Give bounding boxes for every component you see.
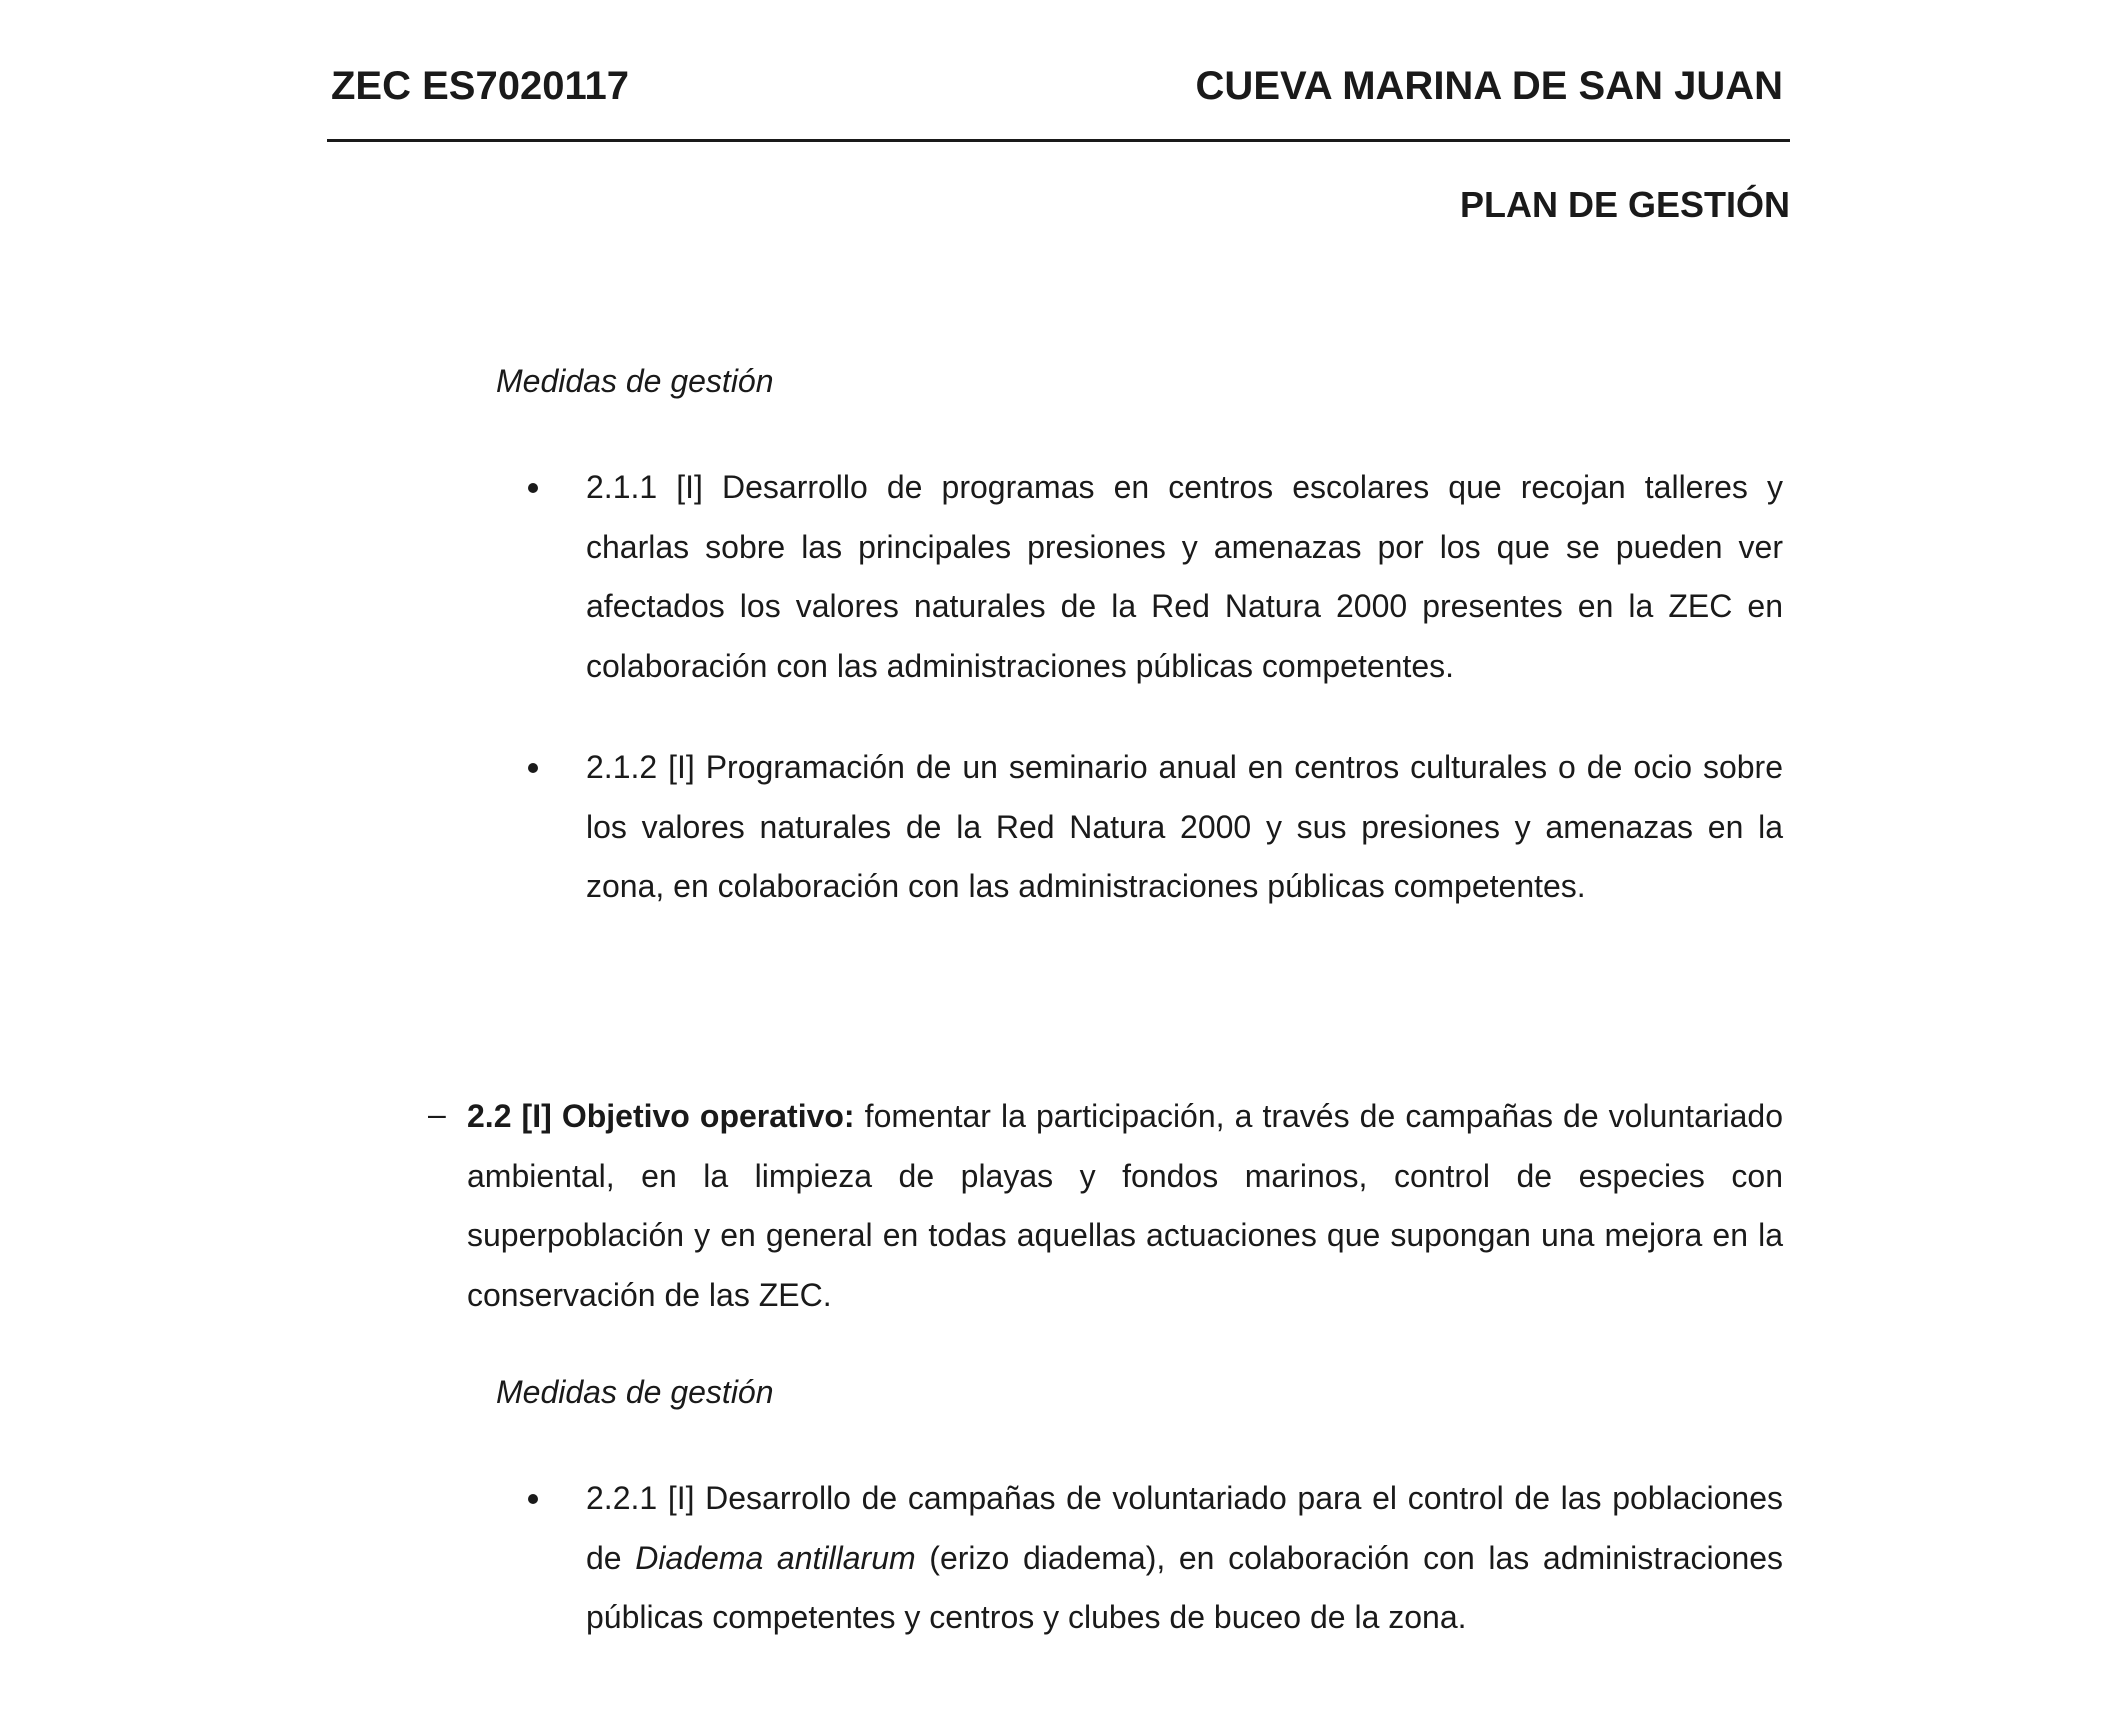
objective-2-2 [467, 1087, 1783, 1325]
objective-text: fomentar la participación, a través de campañas de voluntariado ambiental, en la limpieza de playas y fondos marinos, control de especies con superpoblación y en general en todas aquellas actuaciones que supongan una mejora en la conservación de las ZEC. [467, 1098, 1784, 1313]
document-title: PLAN DE GESTIÓN [1459, 184, 1790, 225]
header-site-name: CUEVA MARINA DE SAN JUAN [1195, 64, 1783, 108]
species-name: Diadema antillarum [635, 1539, 916, 1576]
measure-2-2-1 [586, 1469, 1783, 1648]
header-site-code: ZEC ES7020117 [331, 64, 629, 108]
bullet-icon [528, 763, 538, 773]
header-divider [327, 139, 1790, 142]
objective-label: 2.2 [I] Objetivo operativo: [467, 1098, 855, 1134]
measures-label-2-1: Medidas de gestión [496, 363, 774, 399]
page-header [327, 64, 1790, 116]
measure-2-1-2: 2.1.2 [I] Programación de un seminario anual en centros culturales o de ocio sobre los valores naturales de la Red Natura 2000 y sus presiones y amenazas en la zona, en colaboración con las administraciones públicas competentes. [586, 749, 1783, 904]
bullet-icon [528, 483, 538, 493]
measures-label-2-2: Medidas de gestión [496, 1374, 774, 1410]
measure-2-1-1: 2.1.1 [I] Desarrollo de programas en centros escolares que recojan talleres y charlas sobre las principales presiones y amenazas por los que se pueden ver afectados los valores naturales de la Red Natura 2000 presentes en la ZEC en colaboración con las administraciones públicas competentes. [586, 469, 1783, 684]
bullet-icon [528, 1494, 538, 1504]
measure-text-before: 2.2.1 [I] Desarrollo de campañas de voluntariado para el control de las poblaciones de [586, 1480, 1783, 1576]
measure-text-after: (erizo diadema), en colaboración con las administraciones públicas competentes y centros y clubes de buceo de la zona. [586, 1539, 1784, 1635]
dash-bullet: – [428, 1096, 446, 1132]
